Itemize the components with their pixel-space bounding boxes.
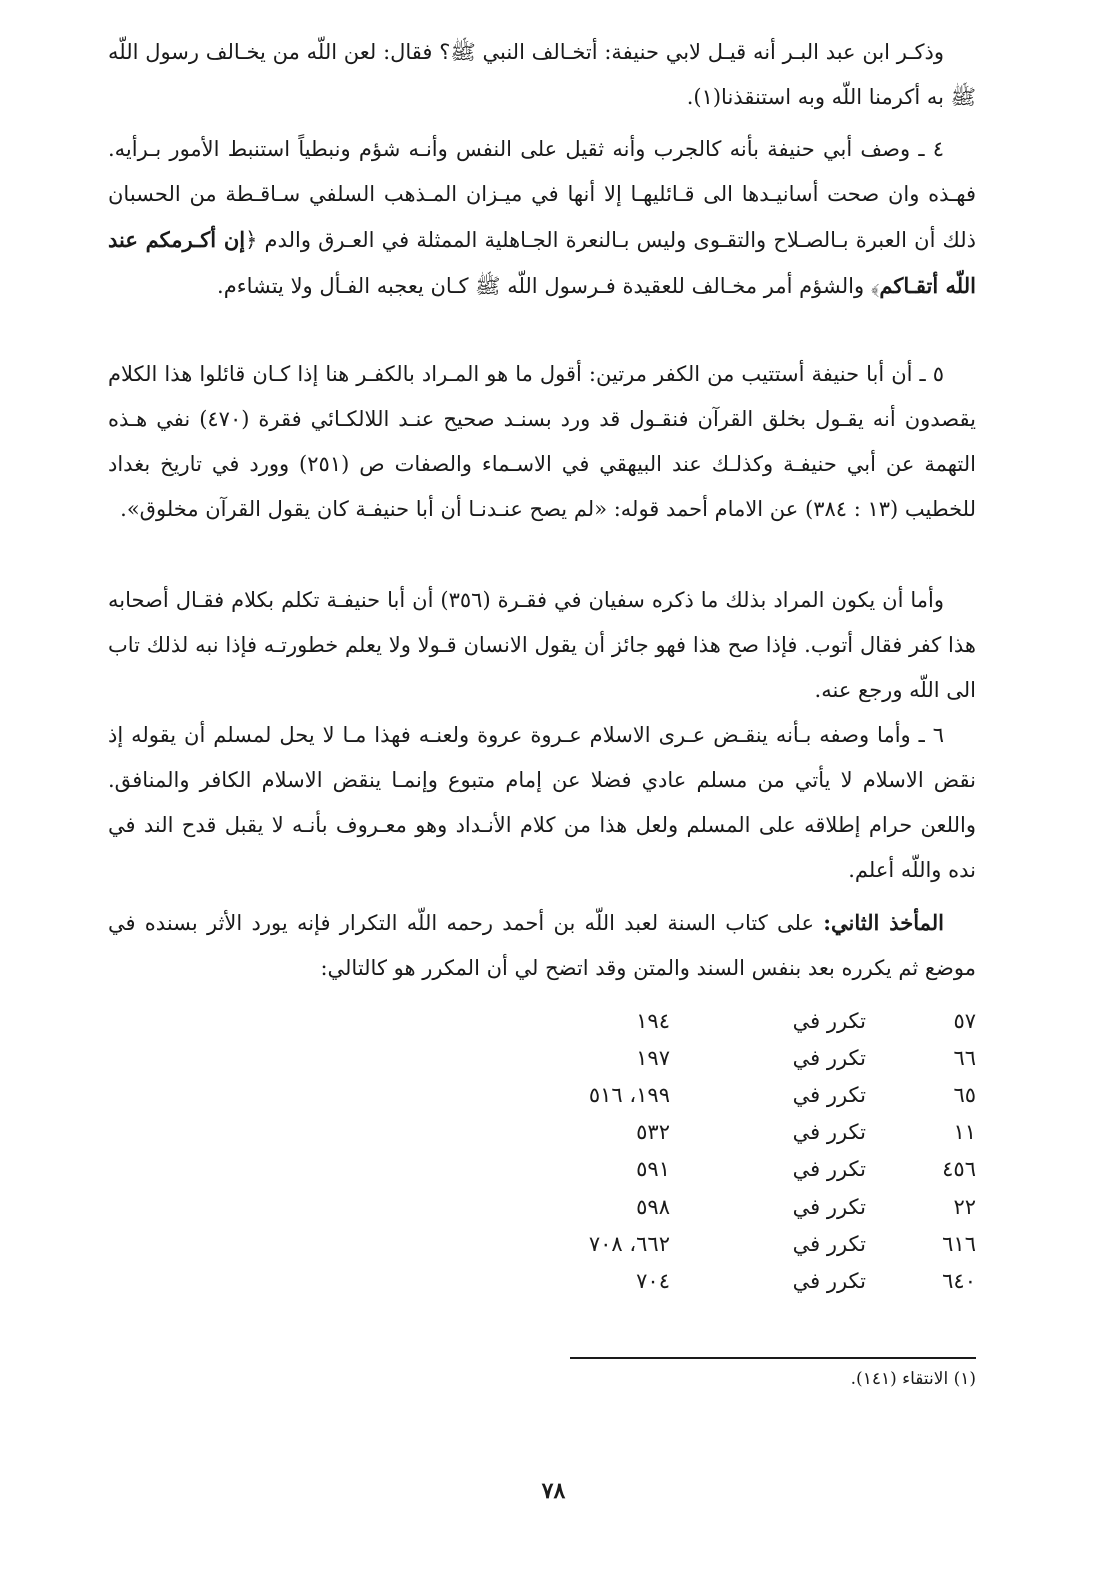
footnote: (١) الانتقاء (١٤١). [850, 1369, 976, 1389]
narration-number: ٢٢ [953, 1194, 976, 1219]
repeated-label: تكرر في [792, 1157, 866, 1182]
table-row [420, 1039, 976, 1076]
paragraph-2 [108, 127, 976, 309]
paragraph-6-body: على كتاب السنة لعبد اللّه بن أحمد رحمه اللّه التكرار فإنه يورد الأثر بسنده في موضع ثم يكرره بعد بنفس السند والمتن وقد اتضح لي أن المكرر هو كالتالي: [108, 911, 976, 980]
paragraph-3-text: ٥ ـ أن أبا حنيفة أستتيب من الكفر مرتين: أقول ما هو المـراد بالكفـر هنا إذا كـان قائلوا هذا الكلام يقصدون أنه يقـول بخلق القرآن فنقـول قد ورد بسنـد صحيح عنـد اللالكـائي فقرة (٤٧٠) نفي هـذه التهمة عن أبي حنيفـة وكذلـك عند البيهقي في الاسـماء والصفات ص (٢٥١) وورد في تاريخ بغداد للخطيب (١٣ : ٣٨٤) عن الامام أحمد قوله: «لم يصح عنـدنـا أن أبا حنيفـة كان يقول القرآن مخلوق». [108, 362, 977, 521]
repeated-reference: ٥٩٨ [636, 1194, 670, 1219]
repetition-table [420, 1002, 976, 1300]
table-row [420, 1151, 976, 1188]
narration-number: ٦٤٠ [942, 1268, 976, 1293]
paragraph-5 [108, 713, 976, 893]
repeated-label: تكرر في [792, 1008, 866, 1033]
paragraph-2-text [108, 127, 976, 309]
footnote-divider [570, 1357, 976, 1359]
repeated-reference: ٧٠٤ [636, 1268, 670, 1293]
paragraph-6-text [108, 900, 976, 991]
page-number: ٧٨ [541, 1478, 566, 1504]
repeated-label: تكرر في [792, 1082, 866, 1107]
section-heading: المأخذ الثاني: [823, 910, 944, 935]
narration-number: ١١ [953, 1120, 976, 1145]
table-row [420, 1225, 976, 1262]
paragraph-5-text: ٦ ـ وأما وصفه بـأنه ينقـض عـرى الاسلام عـروة عروة ولعنـه فهذا مـا لا يحل لمسلم أن يقوله إذ نقض الاسلام لا يأتي من مسلم عادي فضلا عن إمام متبوع وإنمـا ينقض الاسلام الكافر والمنافق. واللعن حرام إطلاقه على المسلم ولعل هذا من كلام الأنـداد وهو معـروف بأنـه لا يقبل قدح الند في نده واللّه أعلم. [108, 723, 976, 882]
repeated-label: تكرر في [792, 1045, 866, 1070]
table-row [420, 1262, 976, 1299]
narration-number: ٦٦ [953, 1045, 976, 1070]
paragraph-2-start: ٤ ـ وصف أبي حنيفة بأنه كالجرب وأنه ثقيل على النفس وأنـه شؤم ونبطياً استنبط الأمور بـرأيه. فهـذه وان صحت أسانيـدها الى قـائليهـا إلا أنها في ميـزان المـذهب السلفي سـاقـطة من الحسبان ذلك أن العبرة بـالصـلاح والتقـوى وليس بـالنعرة الجـاهلية الممثلة في العـرق والدم ﴿ [108, 137, 977, 252]
repeated-reference: ٥٩١ [636, 1157, 670, 1182]
repeated-reference: ١٩٤ [636, 1008, 670, 1033]
paragraph-4-text: وأما أن يكون المراد بذلك ما ذكره سفيان في فقـرة (٣٥٦) أن أبا حنيفـة تكلم بكلام فقـال أصحابه هذا كفر فقال أتوب. فإذا صح هذا فهو جائز أن يقول الانسان قـولا ولا يعلم خطورتـه فإذا نبه لذلك تاب الى اللّه ورجع عنه. [108, 588, 976, 702]
paragraph-1 [108, 30, 976, 120]
narration-number: ٤٥٦ [942, 1157, 976, 1182]
table-row [420, 1188, 976, 1225]
table-row [420, 1002, 976, 1039]
table-row [420, 1076, 976, 1113]
paragraph-4 [108, 578, 976, 713]
table-row [420, 1114, 976, 1151]
narration-number: ٦٥ [953, 1082, 976, 1107]
repeated-reference: ١٩٧ [636, 1045, 670, 1070]
narration-number: ٦١٦ [942, 1231, 976, 1256]
paragraph-3 [108, 352, 976, 532]
repeated-label: تكرر في [792, 1120, 866, 1145]
repeated-label: تكرر في [792, 1268, 866, 1293]
repeated-label: تكرر في [792, 1194, 866, 1219]
repeated-reference: ٥٣٢ [636, 1120, 670, 1145]
repeated-label: تكرر في [792, 1231, 866, 1256]
repeated-reference: ١٩٩، ٥١٦ [588, 1082, 670, 1107]
quran-verse: إن أكـرمكم عند اللّه أتقـاكم [108, 227, 976, 298]
paragraph-1-text: وذكـر ابن عبد البـر أنه قيـل لابي حنيفة: أتخـالف النبي ﷺ؟ فقال: لعن اللّه من يخـالف رسول اللّه ﷺ به أكرمنا اللّه وبه استنقذنا(١). [108, 40, 976, 109]
paragraph-6 [108, 900, 976, 991]
paragraph-2-end: ﴾ والشؤم أمر مخـالف للعقيدة فـرسول اللّه ﷺ كـان يعجبه الفـأل ولا يتشاءم. [217, 274, 880, 298]
repeated-reference: ٦٦٢، ٧٠٨ [588, 1231, 670, 1256]
narration-number: ٥٧ [953, 1008, 976, 1033]
